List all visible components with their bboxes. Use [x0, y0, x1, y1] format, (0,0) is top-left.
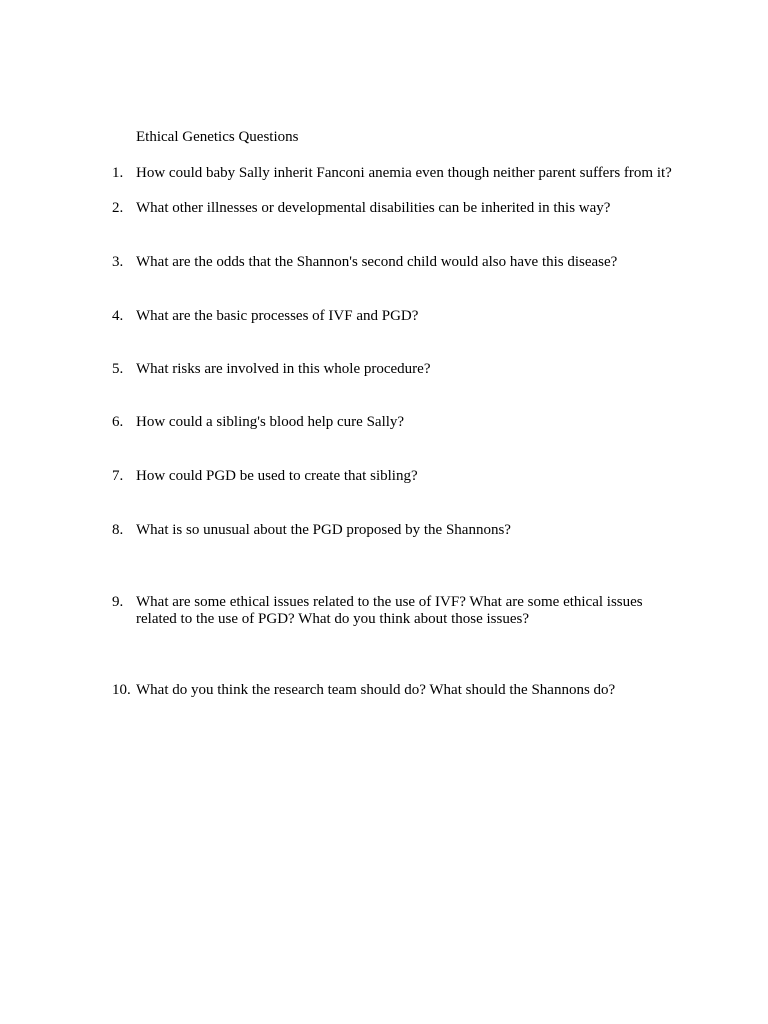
- question-text: How could a sibling's blood help cure Sally?: [136, 414, 405, 430]
- question-number: 3.: [112, 254, 124, 270]
- question-text: What is so unusual about the PGD proposed by the Shannons?: [136, 522, 511, 538]
- question-text: What are the odds that the Shannon's second child would also have this disease?: [136, 254, 618, 270]
- question-number: 5.: [112, 361, 124, 377]
- question-number: 10.: [112, 682, 131, 698]
- document-title: Ethical Genetics Questions: [136, 129, 299, 145]
- question-text: What are some ethical issues related to the use of IVF? What are some ethical issues related to the use of PGD? What do you think about those issues?: [136, 594, 643, 627]
- question-text: What do you think the research team should do? What should the Shannons do?: [136, 682, 616, 698]
- question-number: 9.: [112, 594, 124, 610]
- question-item: [112, 594, 682, 628]
- question-text: How could baby Sally inherit Fanconi anemia even though neither parent suffers from it?: [136, 165, 672, 181]
- question-text: How could PGD be used to create that sibling?: [136, 468, 418, 484]
- question-item: [112, 361, 682, 378]
- question-item: [112, 682, 682, 699]
- question-item: [112, 468, 682, 485]
- question-item: [112, 254, 682, 271]
- question-item: [112, 165, 682, 182]
- question-number: 2.: [112, 200, 124, 216]
- question-item: [112, 414, 682, 431]
- question-number: 6.: [112, 414, 124, 430]
- question-number: 1.: [112, 165, 124, 181]
- question-text: What are the basic processes of IVF and PGD?: [136, 308, 419, 324]
- question-item: [112, 308, 682, 325]
- question-number: 4.: [112, 308, 124, 324]
- question-item: [112, 522, 682, 539]
- question-number: 7.: [112, 468, 124, 484]
- question-text: What risks are involved in this whole procedure?: [136, 361, 431, 377]
- question-item: [112, 200, 682, 217]
- question-text: What other illnesses or developmental disabilities can be inherited in this way?: [136, 200, 611, 216]
- question-number: 8.: [112, 522, 124, 538]
